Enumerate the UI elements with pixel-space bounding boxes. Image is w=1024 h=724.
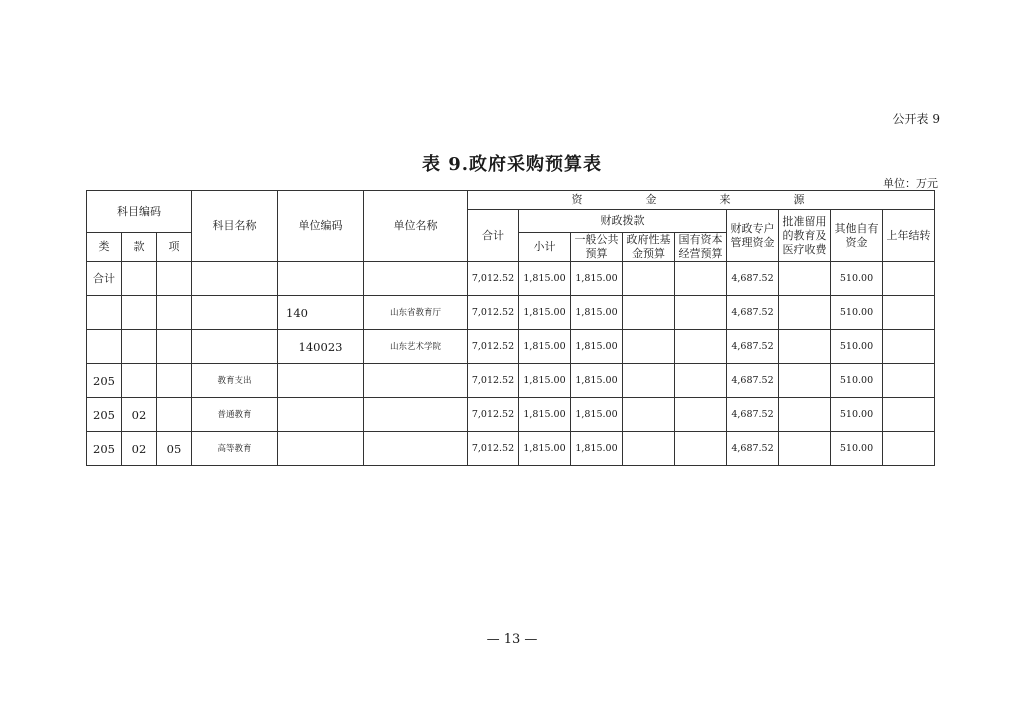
cell-gov-fund	[623, 330, 675, 364]
cell-lei: 205	[87, 398, 122, 432]
cell-carryover	[883, 330, 935, 364]
cell-other-own: 510.00	[831, 364, 883, 398]
cell-gov-fund	[623, 364, 675, 398]
header-state-capital-budget: 国有资本经营预算	[675, 233, 727, 262]
page-title: 表 9.政府采购预算表	[421, 154, 603, 175]
unit-label: 单位：万元	[883, 177, 938, 190]
page-number: — 13 —	[486, 632, 538, 647]
cell-kuan: 02	[122, 432, 157, 466]
cell-subtotal: 1,815.00	[519, 262, 571, 296]
cell-approved-retained	[779, 432, 831, 466]
cell-total: 7,012.52	[468, 296, 519, 330]
header-subject-code: 科目编码	[87, 191, 192, 233]
cell-unit-code	[278, 432, 364, 466]
cell-unit-name	[364, 262, 468, 296]
header-lei: 类	[87, 233, 122, 262]
cell-unit-name: 山东艺术学院	[364, 330, 468, 364]
header-kuan: 款	[122, 233, 157, 262]
cell-general-budget: 1,815.00	[571, 330, 623, 364]
cell-subject-name	[192, 296, 278, 330]
cell-general-budget: 1,815.00	[571, 432, 623, 466]
cell-subtotal: 1,815.00	[519, 364, 571, 398]
cell-unit-code	[278, 262, 364, 296]
cell-unit-code: 140	[278, 296, 364, 330]
cell-kuan	[122, 296, 157, 330]
table-row	[87, 262, 935, 296]
cell-xiang	[157, 398, 192, 432]
cell-special-account: 4,687.52	[727, 364, 779, 398]
cell-total: 7,012.52	[468, 432, 519, 466]
cell-subject-name	[192, 262, 278, 296]
header-total: 合计	[468, 210, 519, 262]
cell-special-account: 4,687.52	[727, 330, 779, 364]
table-row	[87, 330, 935, 364]
cell-special-account: 4,687.52	[727, 398, 779, 432]
cell-state-capital	[675, 296, 727, 330]
cell-xiang: 05	[157, 432, 192, 466]
cell-subtotal: 1,815.00	[519, 432, 571, 466]
cell-state-capital	[675, 432, 727, 466]
header-special-account-funds: 财政专户管理资金	[727, 210, 779, 262]
cell-kuan: 02	[122, 398, 157, 432]
cell-state-capital	[675, 364, 727, 398]
cell-carryover	[883, 398, 935, 432]
cell-subject-name	[192, 330, 278, 364]
header-fiscal-appropriation: 财政拨款	[519, 210, 727, 233]
cell-kuan	[122, 262, 157, 296]
cell-other-own: 510.00	[831, 432, 883, 466]
cell-special-account: 4,687.52	[727, 432, 779, 466]
cell-gov-fund	[623, 296, 675, 330]
cell-subtotal: 1,815.00	[519, 398, 571, 432]
cell-gov-fund	[623, 398, 675, 432]
cell-total: 7,012.52	[468, 262, 519, 296]
cell-general-budget: 1,815.00	[571, 262, 623, 296]
cell-lei	[87, 330, 122, 364]
cell-approved-retained	[779, 296, 831, 330]
cell-other-own: 510.00	[831, 262, 883, 296]
cell-unit-code: 140023	[278, 330, 364, 364]
cell-xiang	[157, 296, 192, 330]
cell-subject-name: 高等教育	[192, 432, 278, 466]
cell-subtotal: 1,815.00	[519, 330, 571, 364]
cell-approved-retained	[779, 364, 831, 398]
cell-xiang	[157, 330, 192, 364]
header-xiang: 项	[157, 233, 192, 262]
cell-gov-fund	[623, 262, 675, 296]
header-funding-source: 资 金 来 源	[468, 191, 935, 210]
cell-special-account: 4,687.52	[727, 262, 779, 296]
cell-lei: 205	[87, 364, 122, 398]
cell-carryover	[883, 296, 935, 330]
cell-carryover	[883, 262, 935, 296]
public-table-label: 公开表 9	[892, 112, 940, 126]
cell-other-own: 510.00	[831, 296, 883, 330]
header-unit-name: 单位名称	[364, 191, 468, 262]
cell-approved-retained	[779, 262, 831, 296]
cell-approved-retained	[779, 330, 831, 364]
table-row	[87, 398, 935, 432]
cell-state-capital	[675, 398, 727, 432]
header-other-own-funds: 其他自有资金	[831, 210, 883, 262]
cell-total: 7,012.52	[468, 398, 519, 432]
cell-general-budget: 1,815.00	[571, 364, 623, 398]
cell-subtotal: 1,815.00	[519, 296, 571, 330]
cell-total: 7,012.52	[468, 330, 519, 364]
cell-carryover	[883, 432, 935, 466]
cell-general-budget: 1,815.00	[571, 398, 623, 432]
cell-state-capital	[675, 262, 727, 296]
cell-unit-code	[278, 364, 364, 398]
cell-unit-name	[364, 364, 468, 398]
header-general-budget: 一般公共预算	[571, 233, 623, 262]
procurement-budget-table	[86, 190, 935, 466]
cell-unit-name	[364, 432, 468, 466]
cell-total: 7,012.52	[468, 364, 519, 398]
cell-unit-name: 山东省教育厅	[364, 296, 468, 330]
cell-other-own: 510.00	[831, 398, 883, 432]
cell-kuan	[122, 330, 157, 364]
cell-carryover	[883, 364, 935, 398]
header-subtotal: 小计	[519, 233, 571, 262]
cell-state-capital	[675, 330, 727, 364]
cell-subject-name: 普通教育	[192, 398, 278, 432]
cell-approved-retained	[779, 398, 831, 432]
cell-xiang	[157, 364, 192, 398]
cell-subject-name: 教育支出	[192, 364, 278, 398]
table-row	[87, 364, 935, 398]
cell-gov-fund	[623, 432, 675, 466]
table-row	[87, 432, 935, 466]
header-unit-code: 单位编码	[278, 191, 364, 262]
header-gov-fund-budget: 政府性基金预算	[623, 233, 675, 262]
table-row	[87, 296, 935, 330]
cell-lei: 合计	[87, 262, 122, 296]
cell-lei: 205	[87, 432, 122, 466]
header-approved-retained-fees: 批准留用的教育及医疗收费	[779, 210, 831, 262]
cell-lei	[87, 296, 122, 330]
header-subject-name: 科目名称	[192, 191, 278, 262]
cell-kuan	[122, 364, 157, 398]
cell-xiang	[157, 262, 192, 296]
cell-unit-code	[278, 398, 364, 432]
cell-general-budget: 1,815.00	[571, 296, 623, 330]
cell-unit-name	[364, 398, 468, 432]
cell-other-own: 510.00	[831, 330, 883, 364]
cell-special-account: 4,687.52	[727, 296, 779, 330]
header-prior-year-carryover: 上年结转	[883, 210, 935, 262]
